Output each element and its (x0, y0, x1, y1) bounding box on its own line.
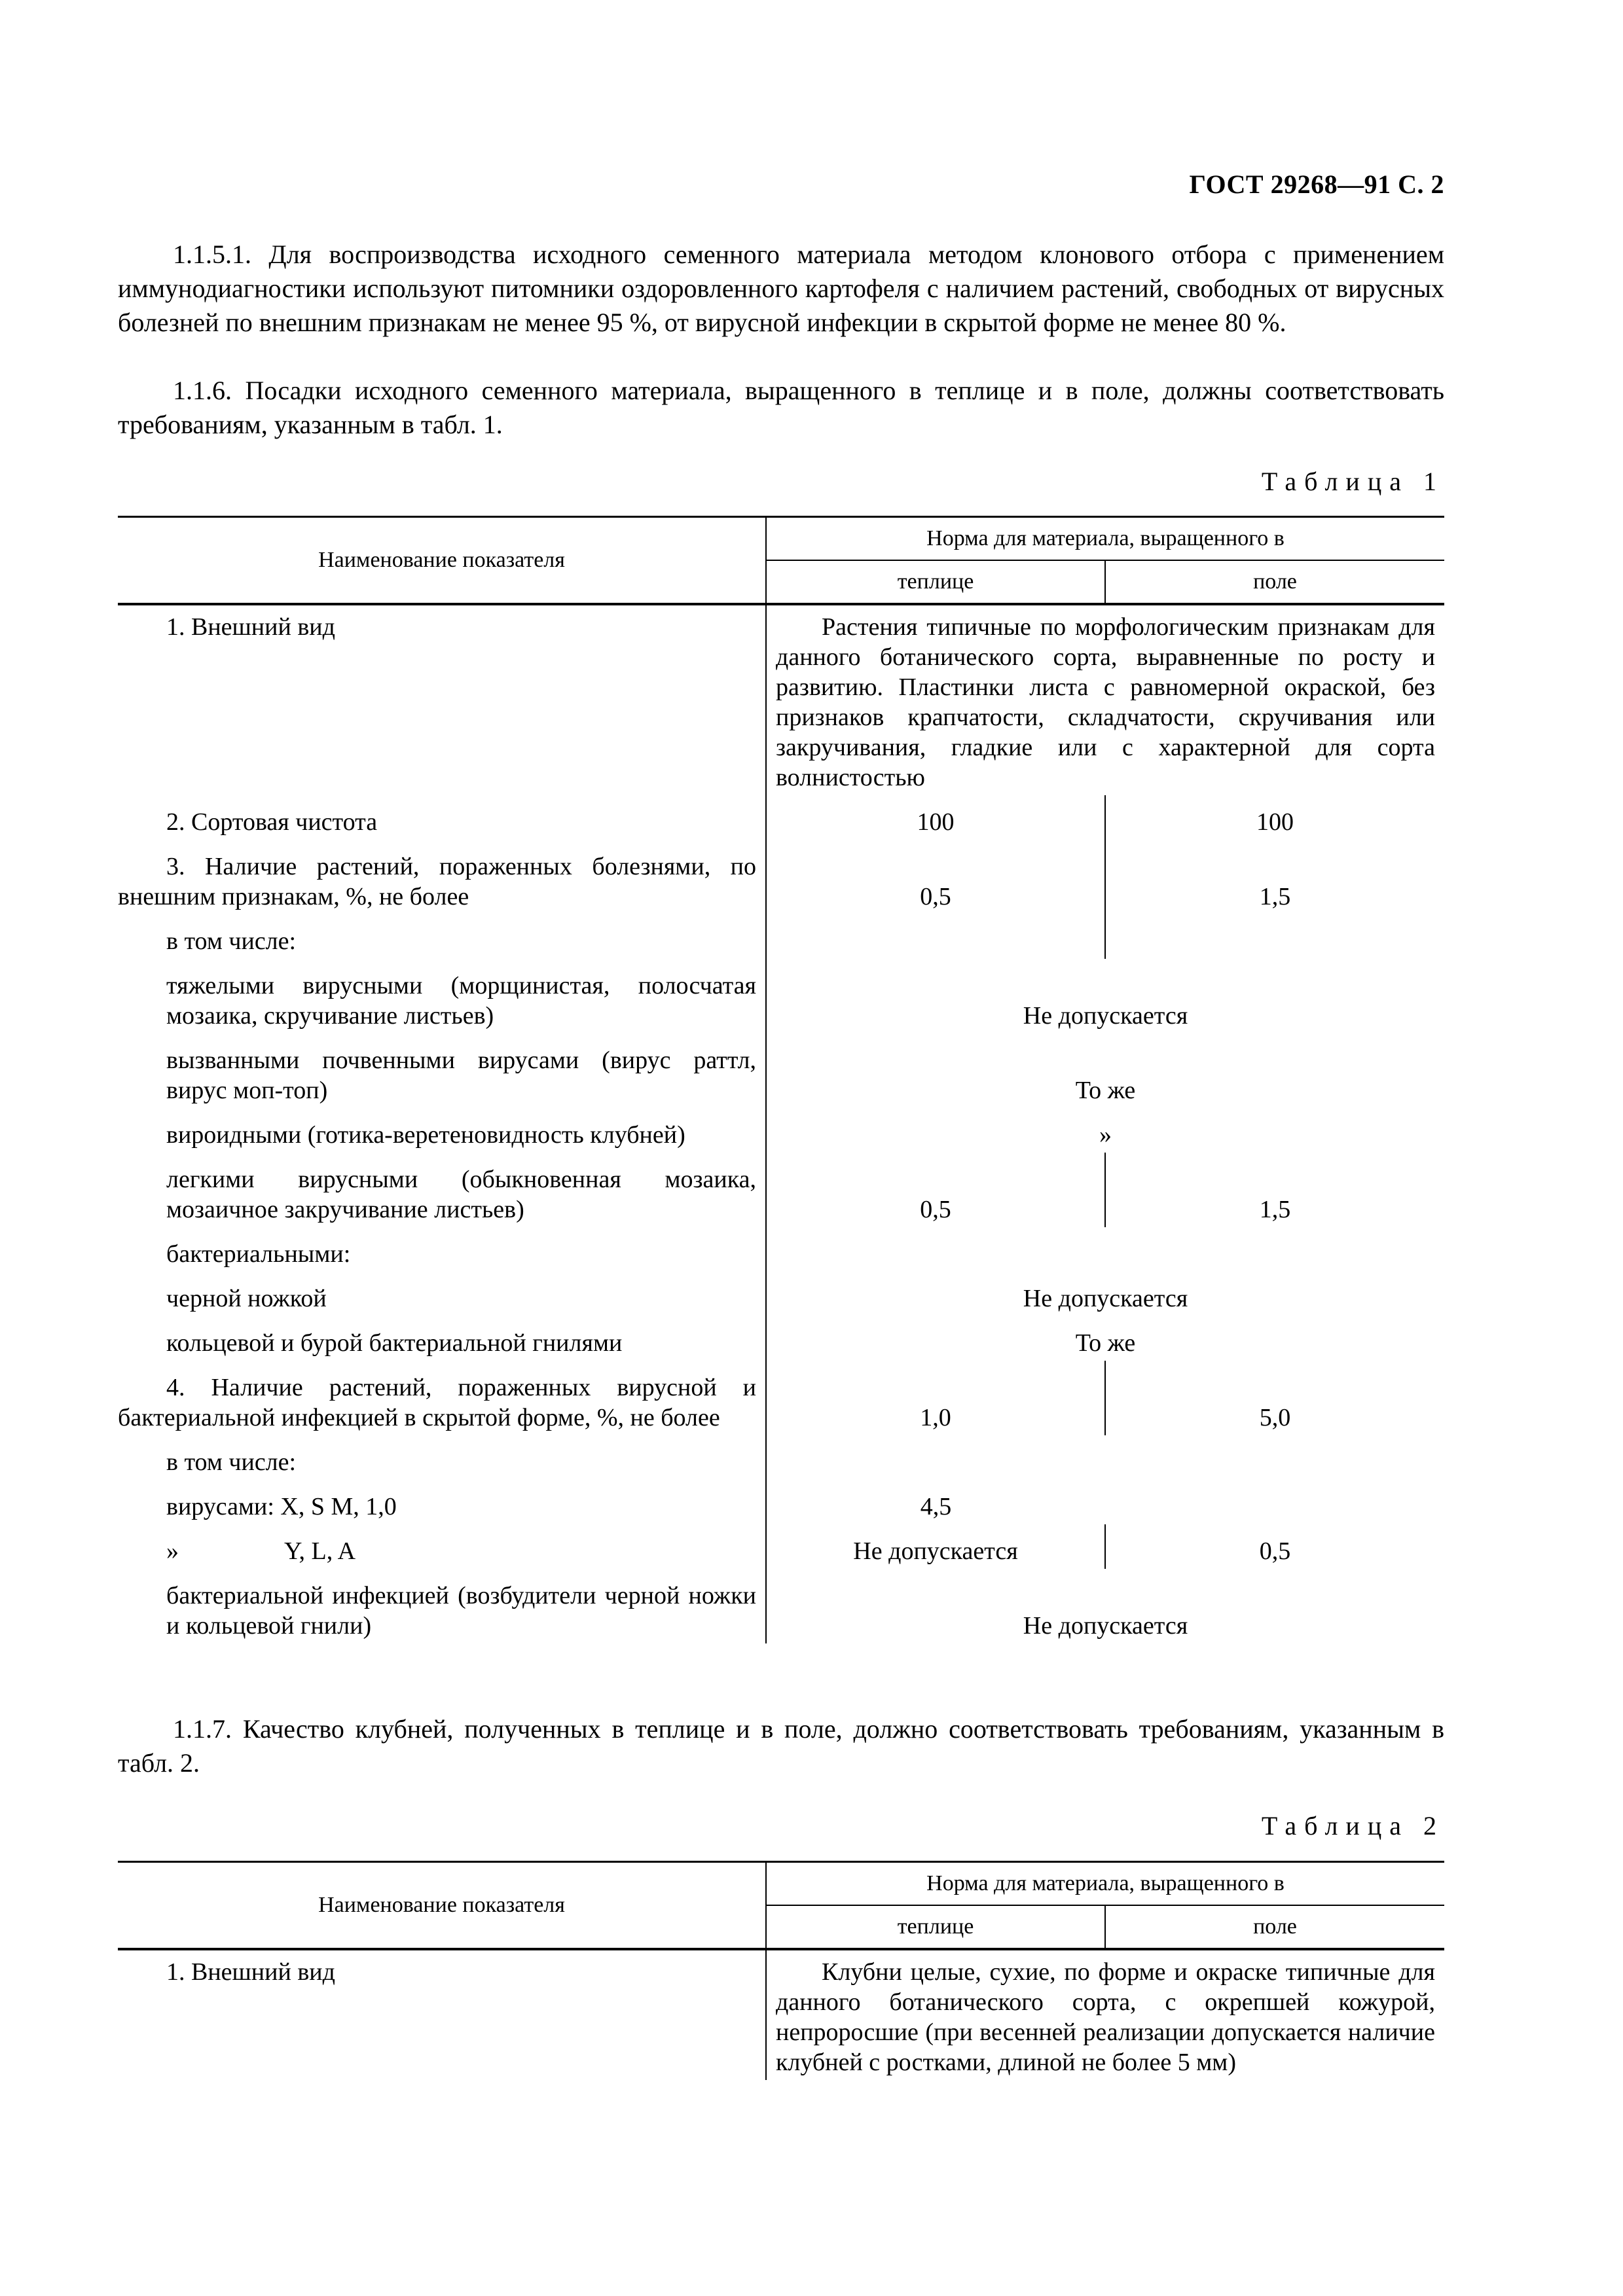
table-1-header-name: Наименование показателя (118, 517, 766, 605)
table-row-name: 2. Сортовая чистота (166, 808, 378, 836)
table-row-name (118, 1524, 766, 1569)
table-cell-greenhouse: Не допускается (766, 1524, 1105, 1569)
table-cell-greenhouse: 0,5 (766, 840, 1105, 914)
table-row-description: Растения типичные по морфологическим признакам для данного ботанического сорта, выравненные по росту и развитию. Пластинки листа с равномерной окраской, без признаков крапчатости, складчатости, скручивания или закручивания, гладкие или с характерной для сорта волнистостью (766, 604, 1444, 795)
table-row-name: тяжелыми вирусными (морщинистая, полосчатая мозаика, скручивание листьев) (166, 972, 756, 1030)
table-1-header-norm: Норма для материала, выращенного в (766, 517, 1444, 561)
table-row-name: 1. Внешний вид (166, 1958, 335, 1986)
virus-list: Y, L, A (284, 1537, 356, 1565)
table-cell-greenhouse: 0,5 (766, 1153, 1105, 1227)
table-cell-field: 1,5 (1105, 1153, 1444, 1227)
table-2-header-greenhouse: теплице (766, 1905, 1105, 1949)
table-row-name: легкими вирусными (обыкновенная мозаика, мозаичное закручивание листьев) (166, 1166, 756, 1223)
page-header: ГОСТ 29268—91 С. 2 (1189, 170, 1444, 199)
table-cell-merged: То же (766, 1316, 1444, 1361)
table-cell-field: 100 (1105, 795, 1444, 840)
table-2-header-norm: Норма для материала, выращенного в (766, 1862, 1444, 1906)
table-row-name: вызванными почвенными вирусами (вирус раттл, вирус моп-топ) (166, 1047, 756, 1104)
table-cell-merged: » (766, 1108, 1444, 1153)
table-row-name: 3. Наличие растений, пораженных болезнями, по внешним признакам, %, не более (118, 853, 756, 910)
table-row-name: в том числе: (166, 927, 297, 955)
table-row-name: кольцевой и бурой бактериальной гнилями (166, 1329, 623, 1357)
table-1-header-greenhouse: теплице (766, 560, 1105, 604)
table-cell-greenhouse: 1,0 (766, 1361, 1105, 1435)
table-row-name: вирусами: X, S M, 1,0 (166, 1493, 397, 1520)
table-cell-field: 5,0 (1105, 1361, 1444, 1435)
table-cell-greenhouse: 100 (766, 795, 1105, 840)
table-cell-greenhouse: 4,5 (766, 1480, 1105, 1524)
table-row-name: бактериальной инфекцией (возбудители черной ножки и кольцевой гнили) (166, 1582, 756, 1640)
table-1-header-field: поле (1105, 560, 1444, 604)
table-row-name: черной ножкой (166, 1285, 327, 1312)
table-2-header-field: поле (1105, 1905, 1444, 1949)
table-row-name: 4. Наличие растений, пораженных вирусной и бактериальной инфекцией в скрытой форме, %, не более (118, 1374, 756, 1431)
table-cell-merged: Не допускается (766, 1272, 1444, 1316)
table-row-name: вироидными (готика-веретеновидность клубней) (166, 1121, 685, 1149)
table-cell-merged: Не допускается (766, 959, 1444, 1033)
table-row-description: Клубни целые, сухие, по форме и окраске типичные для данного ботанического сорта, с окрепшей кожурой, непроросшие (при весенней реализации допускается наличие клубней с ростками, длиной не более 5 мм) (766, 1949, 1444, 2080)
table-cell-merged: Не допускается (766, 1569, 1444, 1643)
table-row-name: 1. Внешний вид (166, 613, 335, 641)
table-row-name: в том числе: (166, 1448, 297, 1476)
table-cell-merged: То же (766, 1033, 1444, 1108)
paragraph-1-1-7: 1.1.7. Качество клубней, полученных в теплице и в поле, должно соответствовать требованиям, указанным в табл. 2. (118, 1714, 1444, 1778)
paragraph-1-1-6: 1.1.6. Посадки исходного семенного материала, выращенного в теплице и в поле, должны соответствовать требованиям, указанным в табл. 1. (118, 376, 1444, 439)
table-cell-field: 0,5 (1105, 1524, 1444, 1569)
table-cell-field: 1,5 (1105, 840, 1444, 914)
table-2-header-name: Наименование показателя (118, 1862, 766, 1950)
table-1 (118, 516, 1444, 1643)
table-2-caption: Таблица 2 (1261, 1811, 1444, 1840)
table-row-name: бактериальными: (166, 1240, 351, 1268)
paragraph-1-1-5-1: 1.1.5.1. Для воспроизводства исходного семенного материала методом клонового отбора с применением иммунодиагностики используют питомники оздоровленного картофеля с наличием растений, свободных от вирусных болезней по внешним признакам не менее 95 %, от вирусной инфекции в скрытой форме не менее 80 %. (118, 240, 1444, 337)
table-1-caption: Таблица 1 (1261, 467, 1444, 496)
ditto-mark: » (166, 1537, 179, 1565)
table-2 (118, 1861, 1444, 2080)
